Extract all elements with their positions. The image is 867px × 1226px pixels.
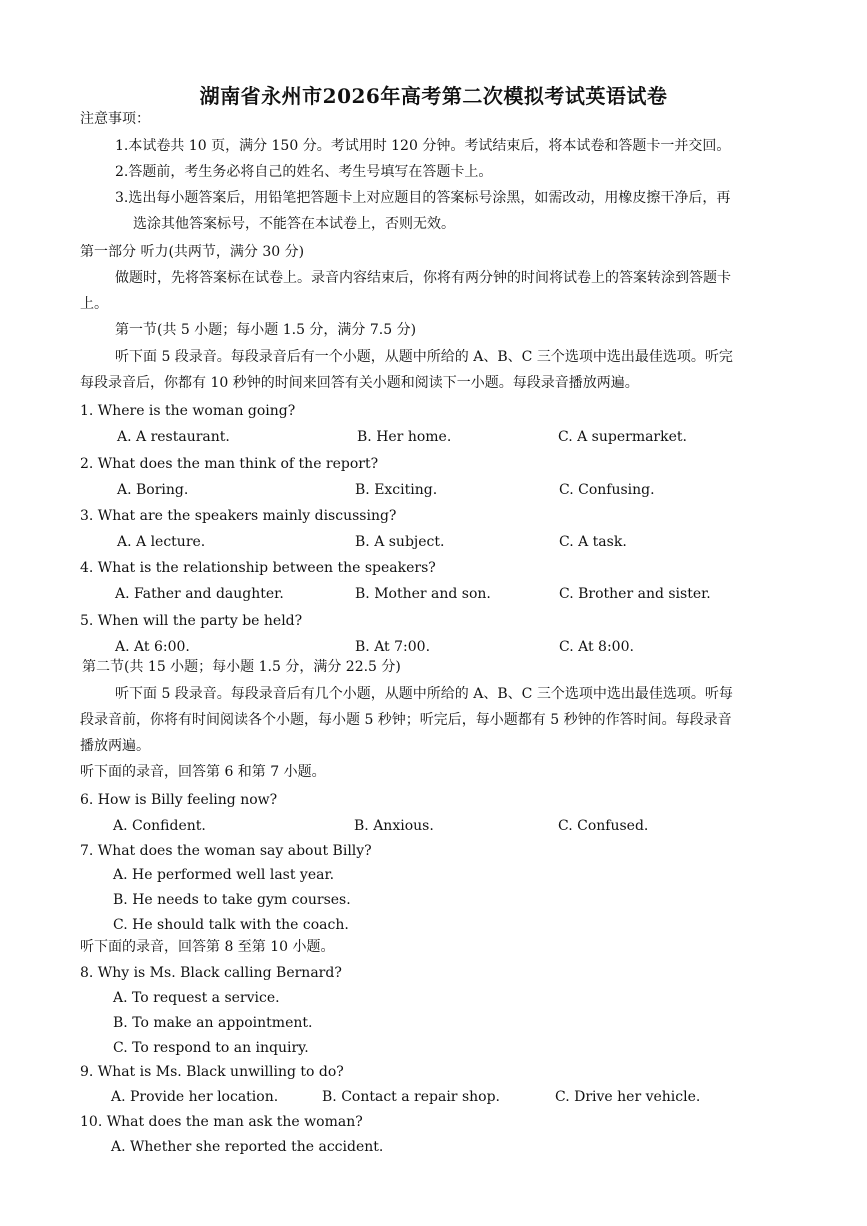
question-5-option-a: A. At 6:00. <box>115 639 190 655</box>
question-3-option-c: C. A task. <box>559 534 627 550</box>
prompt-q8-10: 听下面的录音，回答第 8 至第 10 小题。 <box>80 939 335 955</box>
part1-intro-line-1: 做题时，先将答案标在试卷上。录音内容结束后，你将有两分钟的时间将试卷上的答案转涂到答题卡 <box>115 270 731 286</box>
question-1-option-c: C. A supermarket. <box>558 429 687 445</box>
question-5-option-b: B. At 7:00. <box>355 639 431 655</box>
section2-intro-line-3: 播放两遍。 <box>80 738 150 754</box>
question-1-option-a: A. A restaurant. <box>117 429 230 445</box>
question-4-option-b: B. Mother and son. <box>355 586 491 602</box>
question-7-option-a: A. He performed well last year. <box>113 867 335 883</box>
question-7-option-c: C. He should talk with the coach. <box>113 917 349 933</box>
question-4-option-a: A. Father and daughter. <box>115 586 284 602</box>
question-9-option-a: A. Provide her location. <box>111 1089 279 1105</box>
section2-heading: 第二节(共 15 小题；每小题 1.5 分，满分 22.5 分) <box>82 659 401 675</box>
notice-heading: 注意事项： <box>80 111 150 127</box>
question-2-option-b: B. Exciting. <box>355 482 438 498</box>
question-4-stem: 4. What is the relationship between the speakers? <box>80 560 436 576</box>
notice-item-2: 2.答题前，考生务必将自己的姓名、考生号填写在答题卡上。 <box>115 164 493 180</box>
question-1-stem: 1. Where is the woman going? <box>80 403 296 419</box>
question-7-stem: 7. What does the woman say about Billy? <box>80 843 372 859</box>
question-7-option-b: B. He needs to take gym courses. <box>113 892 351 908</box>
question-9-option-c: C. Drive her vehicle. <box>555 1089 701 1105</box>
section1-intro-line-2: 每段录音后，你都有 10 秒钟的时间来回答有关小题和阅读下一小题。每段录音播放两遍。 <box>80 375 639 391</box>
question-9-option-b: B. Contact a repair shop. <box>322 1089 500 1105</box>
question-6-option-a: A. Confident. <box>113 818 206 834</box>
question-5-option-c: C. At 8:00. <box>559 639 634 655</box>
part1-intro-line-2: 上。 <box>80 296 108 312</box>
question-8-option-a: A. To request a service. <box>113 990 280 1006</box>
question-3-option-b: B. A subject. <box>355 534 445 550</box>
section2-intro-line-1: 听下面 5 段录音。每段录音后有几个小题，从题中所给的 A、B、C 三个选项中选出最佳选项。听每 <box>115 686 733 702</box>
question-6-option-b: B. Anxious. <box>354 818 434 834</box>
question-10-option-a: A. Whether she reported the accident. <box>111 1139 384 1155</box>
question-2-option-a: A. Boring. <box>117 482 189 498</box>
question-2-option-c: C. Confusing. <box>559 482 655 498</box>
notice-item-3-cont: 选涂其他答案标号，不能答在本试卷上，否则无效。 <box>133 216 455 232</box>
question-4-option-c: C. Brother and sister. <box>559 586 711 602</box>
question-8-option-b: B. To make an appointment. <box>113 1015 313 1031</box>
question-1-option-b: B. Her home. <box>357 429 452 445</box>
section1-intro-line-1: 听下面 5 段录音。每段录音后有一个小题，从题中所给的 A、B、C 三个选项中选出最佳选项。听完 <box>115 349 733 365</box>
question-5-stem: 5. When will the party be held? <box>80 613 303 629</box>
section1-heading: 第一节(共 5 小题；每小题 1.5 分，满分 7.5 分) <box>115 322 417 338</box>
question-3-option-a: A. A lecture. <box>117 534 206 550</box>
section2-intro-line-2: 段录音前，你将有时间阅读各个小题，每小题 5 秒钟；听完后，每小题都有 5 秒钟的作答时间。每段录音 <box>80 712 732 728</box>
question-6-stem: 6. How is Billy feeling now? <box>80 792 278 808</box>
question-8-stem: 8. Why is Ms. Black calling Bernard? <box>80 965 342 981</box>
prompt-q6-7: 听下面的录音，回答第 6 和第 7 小题。 <box>80 764 326 780</box>
question-8-option-c: C. To respond to an inquiry. <box>113 1040 309 1056</box>
exam-title: 湖南省永州市2026年高考第二次模拟考试英语试卷 <box>199 84 668 108</box>
part1-heading: 第一部分 听力(共两节，满分 30 分) <box>80 244 305 260</box>
question-9-stem: 9. What is Ms. Black unwilling to do? <box>80 1064 344 1080</box>
question-10-stem: 10. What does the man ask the woman? <box>80 1114 363 1130</box>
question-2-stem: 2. What does the man think of the report? <box>80 456 379 472</box>
notice-item-1: 1.本试卷共 10 页，满分 150 分。考试用时 120 分钟。考试结束后，将本试卷和答题卡一并交回。 <box>115 138 731 154</box>
question-3-stem: 3. What are the speakers mainly discussing? <box>80 508 397 524</box>
notice-item-3: 3.选出每小题答案后，用铅笔把答题卡上对应题目的答案标号涂黑，如需改动，用橡皮擦干净后，再 <box>115 190 731 206</box>
question-6-option-c: C. Confused. <box>558 818 649 834</box>
